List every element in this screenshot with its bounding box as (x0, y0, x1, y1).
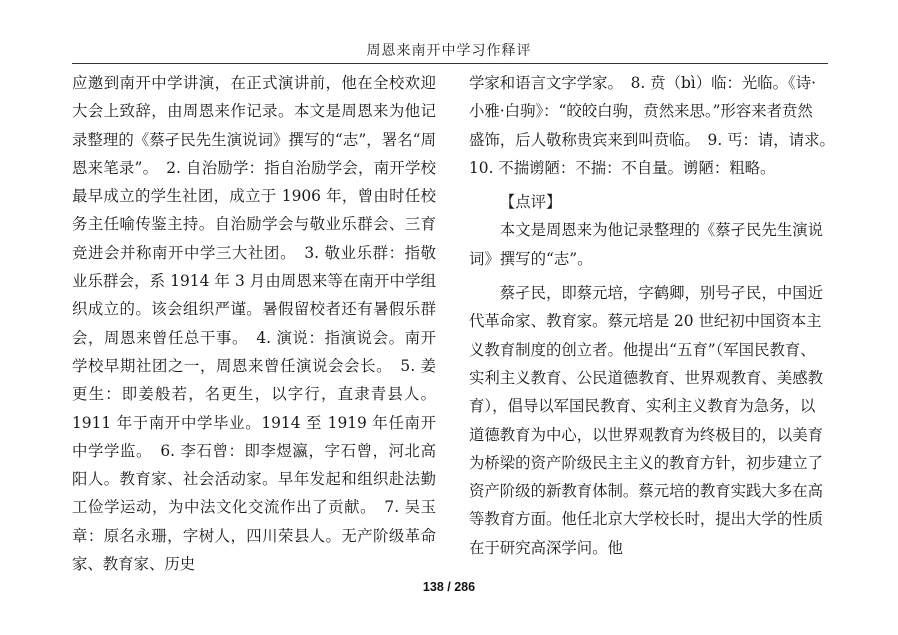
left-column (72, 69, 436, 578)
notes-continued-text: 学家和语言文字学家。 8. 贲（bì）临：光临。《诗·小雅·白驹》：“皎皎白驹，贲然来思。”形容来者贲然盛饰，后人敬称贵宾来到叫贲临。 9. 丐：请，请求。 10. 不揣谫陋：不揣：不自量。谫陋：粗略。 (469, 74, 843, 177)
commentary-paragraph-1: 本文是周恩来为他记录整理的《蔡孑民先生演说词》撰写的“志”。 (469, 221, 824, 268)
page-indicator: 138 / 286 (422, 580, 476, 594)
running-header: 周恩来南开中学习作释评 (366, 43, 532, 59)
section-heading: 【点评】 (499, 193, 562, 212)
commentary-paragraph-2: 蔡孑民，即蔡元培，字鹤卿，别号孑民，中国近代革命家、教育家。蔡元培是 20 世纪初中国资本主义教育制度的创立者。他提出“五育”（军国民教育、实利主义教育、公民道德教育、世界观教育、美感教育），倡导以军国民教育、实利主义教育为急务，以道德教育为中心，以世界观教育为终极目的，以美育为桥梁的资产阶级民主主义的教育方针，初步建立了资产阶级的新教育体制。蔡元培的教育实践大多在高等教育方面。他任北京大学校长时，提出大学的性质在于研究高深学问。他 (469, 284, 824, 557)
notes-text: 应邀到南开中学讲演，在正式演讲前，他在全校欢迎大会上致辞，由周恩来作记录。本文是周恩来为他记录整理的《蔡孑民先生演说词》撰写的“志”，署名“周恩来笔录”。 2. 自治励学：指自治励学会，南开学校最早成立的学生社团，成立于 1906 年，曾由时任校务主任喻传鉴主持。自治励学会与敬业乐群会、三育竞进会并称南开中学三大社团。 3. 敬业乐群：指敬业乐群会，系 1914 年 3 月由周恩来等在南开中学组织成立的。该会组织严谨。暑假留校者还有暑假乐群会，周恩来曾任总干事。 4. 演说：指演说会。南开学校早期社团之一，周恩来曾任演说会会长。 5. 姜更生：即姜般若，名更生，以字行，直隶青县人。1911 年于南开中学毕业。1914 至 1919 年任南开中学学监。 6. 李石曾：即李煜瀛，字石曾，河北高阳人。教育家、社会活动家。早年发起和组织赴法勤工俭学运动，为中法文化交流作出了贡献。 7. 吴玉章：原名永珊，字树人，四川荣县人。无产阶级革命家、教育家、历史 (72, 74, 436, 574)
right-column (469, 69, 843, 562)
header-rule (72, 63, 828, 64)
